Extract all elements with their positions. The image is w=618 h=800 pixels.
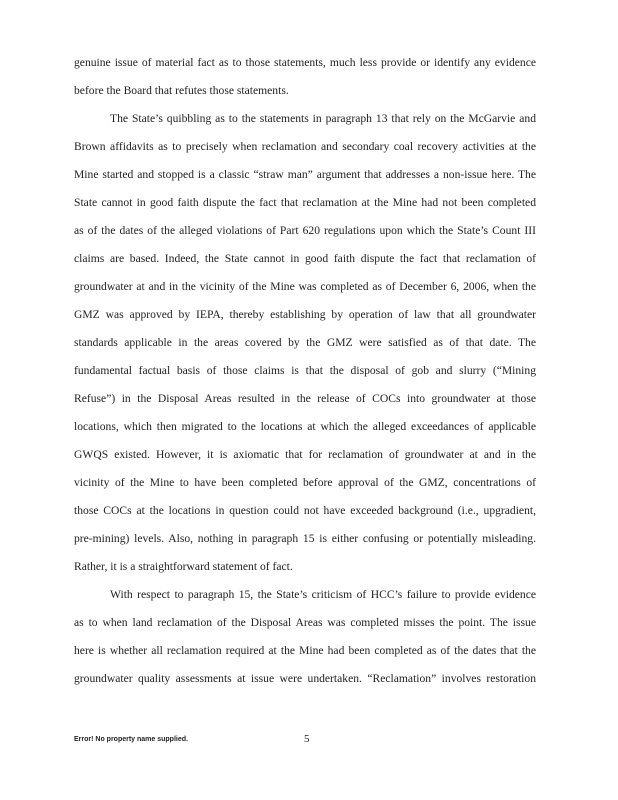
text-line: claims are based. Indeed, the State cannot in good faith dispute the fact that reclamation of <box>74 252 536 265</box>
footer-field-error: Error! No property name supplied. <box>74 736 188 743</box>
text-line: fundamental factual basis of those claims is that the disposal of gob and slurry (“Mining <box>74 364 536 377</box>
text-line: GMZ was approved by IEPA, thereby establishing by operation of law that all groundwater <box>74 308 536 321</box>
text-line: groundwater at and in the vicinity of the Mine was completed as of December 6, 2006, when the <box>74 280 536 293</box>
text-line: Brown affidavits as to precisely when reclamation and secondary coal recovery activities at the <box>74 140 536 153</box>
text-line: Mine started and stopped is a classic “straw man” argument that addresses a non-issue here. The <box>74 168 536 181</box>
text-line: Refuse”) in the Disposal Areas resulted in the release of COCs into groundwater at those <box>74 392 536 405</box>
text-line: pre-mining) levels. Also, nothing in paragraph 15 is either confusing or potentially misleading. <box>74 532 536 545</box>
text-line: Rather, it is a straightforward statement of fact. <box>74 560 293 573</box>
text-line: State cannot in good faith dispute the fact that reclamation at the Mine had not been completed <box>74 196 536 209</box>
page-number: 5 <box>304 733 310 745</box>
text-line: here is whether all reclamation required at the Mine had been completed as of the dates that the <box>74 644 536 657</box>
text-line: vicinity of the Mine to have been completed before approval of the GMZ, concentrations of <box>74 476 536 489</box>
text-line: groundwater quality assessments at issue were undertaken. “Reclamation” involves restoration <box>74 672 536 685</box>
text-line: GWQS existed. However, it is axiomatic that for reclamation of groundwater at and in the <box>74 448 536 461</box>
text-line: The State’s quibbling as to the statements in paragraph 13 that rely on the McGarvie and <box>110 112 536 125</box>
text-line: standards applicable in the areas covered by the GMZ were satisfied as of that date. The <box>74 336 536 349</box>
text-line: genuine issue of material fact as to those statements, much less provide or identify any evidence <box>74 56 536 69</box>
text-line: those COCs at the locations in question could not have exceeded background (i.e., upgradient, <box>74 504 536 517</box>
text-line: With respect to paragraph 15, the State’s criticism of HCC’s failure to provide evidence <box>110 588 536 601</box>
text-line: as of the dates of the alleged violations of Part 620 regulations upon which the State’s Count III <box>74 224 536 237</box>
text-line: locations, which then migrated to the locations at which the alleged exceedances of applicable <box>74 420 536 433</box>
text-line: before the Board that refutes those statements. <box>74 84 289 97</box>
text-line: as to when land reclamation of the Disposal Areas was completed misses the point. The issue <box>74 616 536 629</box>
